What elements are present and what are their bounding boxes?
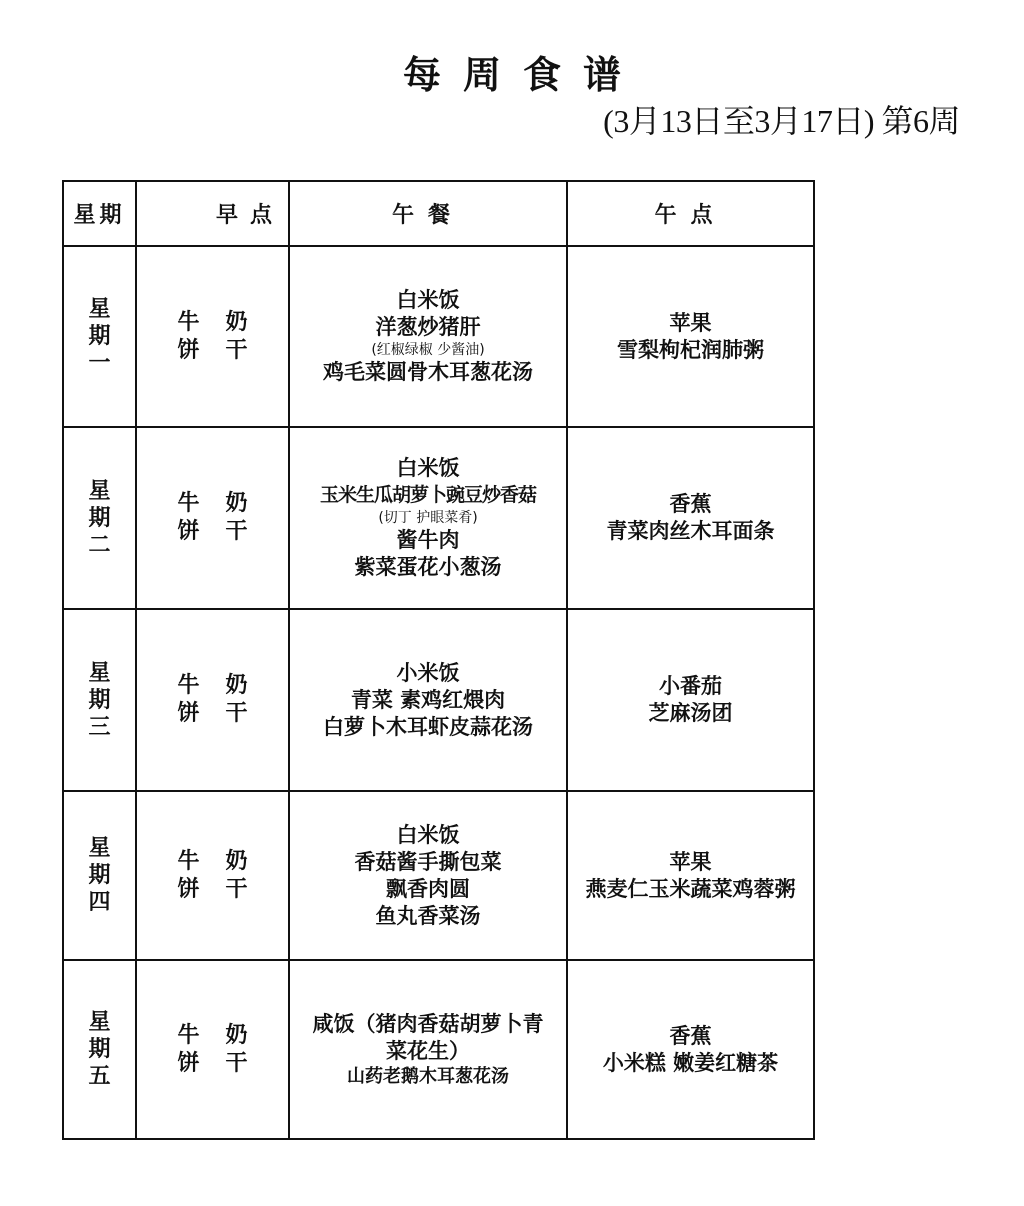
- lunch-item: 鱼丸香菜汤: [375, 903, 481, 928]
- day-label: 星期一: [88, 297, 111, 376]
- day-cell: [63, 960, 136, 1139]
- lunch-note: (切丁 护眼菜肴): [378, 510, 478, 526]
- snack-item: 小番茄: [659, 674, 722, 698]
- day-cell: [63, 246, 136, 427]
- day-cell: [63, 609, 136, 791]
- day-label: 星期五: [88, 1010, 111, 1089]
- day-label: 星期三: [88, 660, 111, 740]
- table-row: [63, 960, 814, 1139]
- breakfast-cell: [136, 960, 289, 1139]
- table-row: [63, 791, 814, 960]
- day-label: 星期二: [88, 478, 111, 558]
- lunch-item: 菜花生）: [386, 1038, 470, 1063]
- lunch-item: 紫菜蛋花小葱汤: [354, 555, 502, 579]
- lunch-note: (红椒绿椒 少酱油): [371, 342, 485, 358]
- breakfast-item: 牛奶: [177, 309, 274, 335]
- snack-item: 芝麻汤团: [648, 701, 733, 725]
- breakfast-cell: [136, 791, 289, 960]
- lunch-item: 鸡毛菜圆骨木耳葱花汤: [323, 360, 533, 384]
- day-cell: [63, 427, 136, 609]
- breakfast-item: 饼干: [177, 337, 274, 363]
- snack-item: 雪梨枸杞润肺粥: [617, 337, 764, 362]
- lunch-item: 玉米生瓜胡萝卜豌豆炒香菇: [319, 484, 536, 506]
- snack-item: 苹果: [669, 849, 712, 874]
- snack-cell: [567, 427, 814, 609]
- breakfast-item: 牛奶: [177, 1022, 274, 1048]
- snack-cell: [567, 791, 814, 960]
- column-header-breakfast: 早点: [136, 181, 289, 246]
- day-cell: [63, 791, 136, 960]
- snack-cell: [567, 960, 814, 1139]
- column-header-day: 星期: [63, 181, 136, 246]
- lunch-cell: [289, 791, 567, 960]
- snack-item: 青菜肉丝木耳面条: [606, 519, 775, 543]
- snack-item: 香蕉: [669, 492, 712, 516]
- lunch-item: 白米饭: [396, 456, 460, 480]
- column-header-lunch: 午餐: [289, 181, 567, 246]
- lunch-item: 香菇酱手撕包菜: [354, 849, 502, 874]
- snack-item: 燕麦仁玉米蔬菜鸡蓉粥: [585, 876, 796, 901]
- breakfast-item: 饼干: [177, 1050, 274, 1076]
- lunch-cell: [289, 609, 567, 791]
- lunch-cell: [289, 246, 567, 427]
- lunch-item: 山药老鹅木耳葱花汤: [347, 1065, 509, 1087]
- breakfast-item: 牛奶: [177, 491, 274, 516]
- breakfast-cell: [136, 609, 289, 791]
- lunch-item: 白萝卜木耳虾皮蒜花汤: [323, 714, 533, 739]
- table-row: [63, 609, 814, 791]
- lunch-item: 白米饭: [396, 822, 460, 847]
- day-label: 星期四: [88, 836, 111, 915]
- snack-item: 苹果: [669, 310, 712, 335]
- snack-item: 香蕉: [669, 1023, 712, 1048]
- breakfast-cell: [136, 427, 289, 609]
- breakfast-item: 饼干: [177, 701, 274, 726]
- lunch-item: 飘香肉圆: [386, 876, 470, 901]
- snack-cell: [567, 246, 814, 427]
- snack-cell: [567, 609, 814, 791]
- breakfast-item: 饼干: [177, 876, 274, 902]
- lunch-item: 洋葱炒猪肝: [375, 315, 481, 339]
- lunch-cell: [289, 960, 567, 1139]
- table-row: [63, 427, 814, 609]
- lunch-item: 青菜 素鸡红煨肉: [350, 687, 506, 712]
- snack-item: 小米糕 嫩姜红糖茶: [602, 1050, 779, 1075]
- column-header-snack: 午点: [567, 181, 814, 246]
- breakfast-item: 牛奶: [177, 848, 274, 874]
- lunch-item: 咸饭（猪肉香菇胡萝卜青: [312, 1011, 544, 1036]
- breakfast-cell: [136, 246, 289, 427]
- lunch-item: 酱牛肉: [396, 528, 460, 552]
- lunch-item: 小米饭: [396, 660, 460, 685]
- page-title: 每周食谱: [402, 53, 643, 97]
- weekly-menu-table: [62, 180, 815, 1140]
- table-header-row: [63, 181, 814, 246]
- week-date-range: (3月13日至3月17日) 第6周: [603, 103, 960, 139]
- lunch-cell: [289, 427, 567, 609]
- breakfast-item: 饼干: [177, 519, 274, 544]
- breakfast-item: 牛奶: [177, 673, 274, 698]
- lunch-item: 白米饭: [396, 288, 460, 312]
- table-row: [63, 246, 814, 427]
